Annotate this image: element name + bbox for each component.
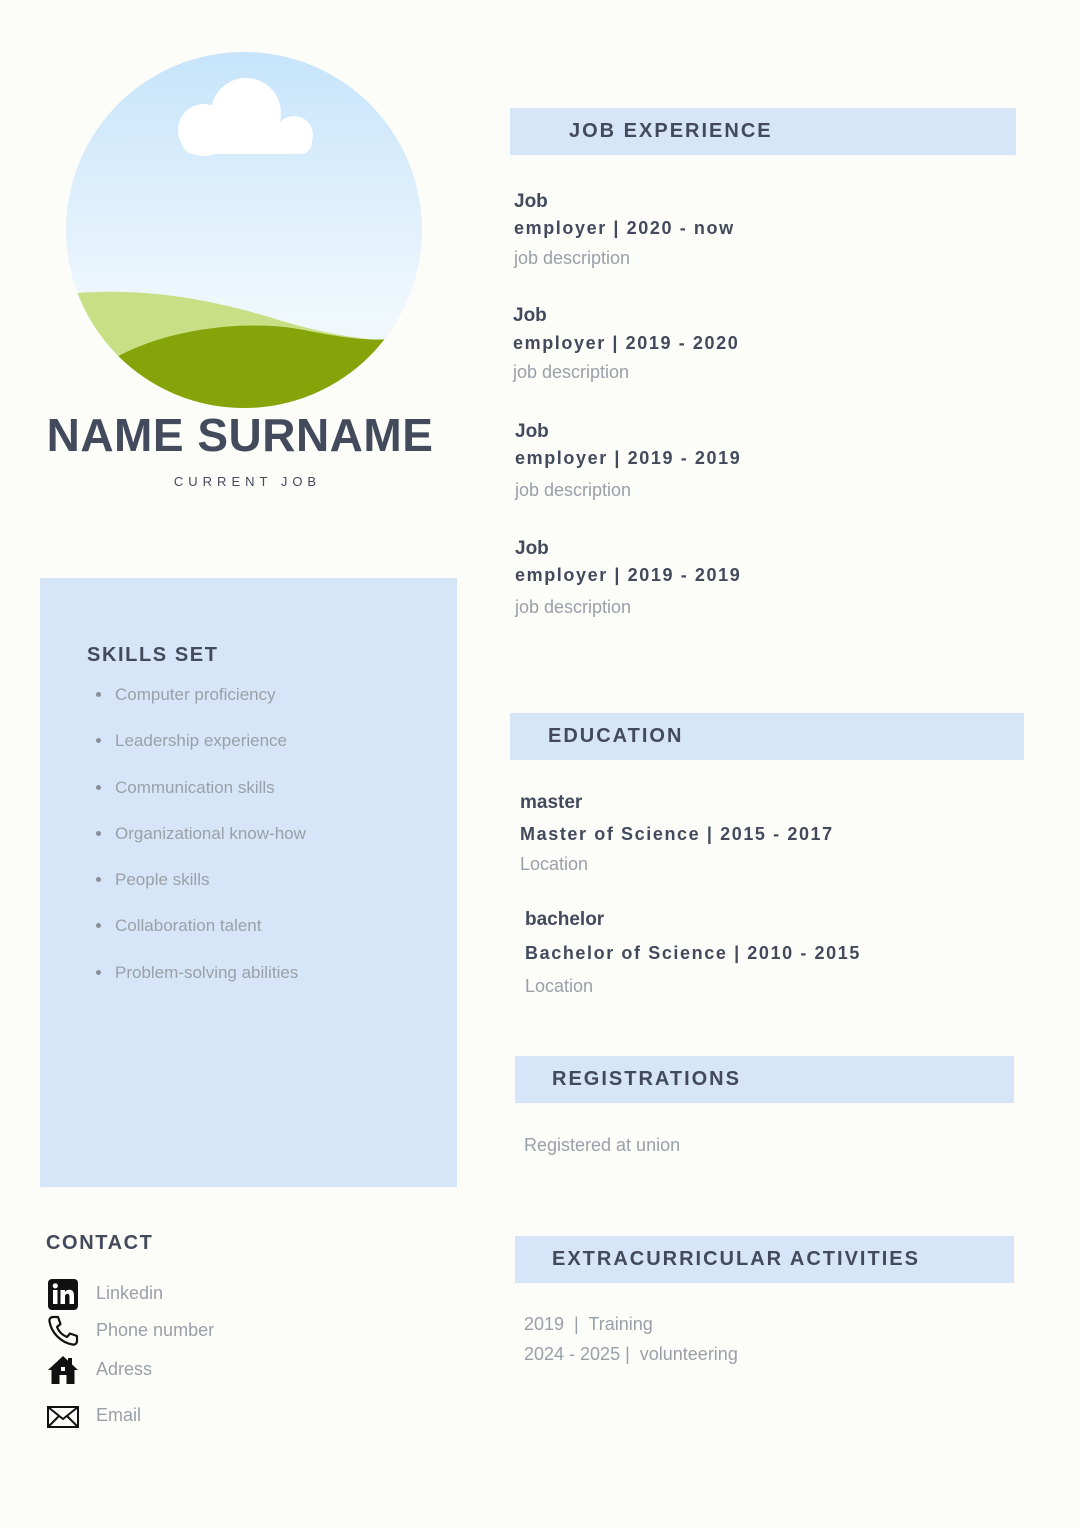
degree-location: Location [525, 976, 594, 996]
degree-location: Location [520, 854, 589, 874]
home-icon[interactable] [46, 1353, 80, 1387]
email-icon[interactable] [46, 1400, 80, 1434]
contact-email[interactable]: Email [96, 1405, 142, 1425]
degree-details: Master of Science | 2015 - 2017 [520, 824, 834, 844]
registrations-header [515, 1056, 1014, 1103]
bullet-icon [96, 877, 101, 882]
job-employer-dates: employer | 2020 - now [514, 218, 735, 238]
job-description: job description [514, 248, 631, 268]
degree-title: master [520, 792, 583, 813]
current-job-title: CURRENT JOB [173, 474, 322, 489]
extracurricular-header [515, 1236, 1014, 1283]
bullet-icon [96, 692, 101, 697]
skill-item: Leadership experience [96, 731, 287, 751]
job-title: Job [515, 421, 549, 442]
skill-item: Problem-solving abilities [96, 963, 298, 983]
education-heading: EDUCATION [548, 725, 684, 747]
job-employer-dates: employer | 2019 - 2019 [515, 448, 742, 468]
education-header [510, 713, 1024, 760]
degree-details: Bachelor of Science | 2010 - 2015 [525, 943, 861, 963]
registrations-heading: REGISTRATIONS [552, 1068, 741, 1090]
job-title: Job [515, 538, 549, 559]
activity-item: 2019 | Training [524, 1314, 653, 1334]
bullet-icon [96, 738, 101, 743]
job-title: Job [514, 191, 548, 212]
skill-item: Computer proficiency [96, 685, 276, 705]
skill-item: Collaboration talent [96, 916, 261, 936]
bullet-icon [96, 831, 101, 836]
contact-heading: CONTACT [46, 1232, 154, 1254]
skill-item: Organizational know-how [96, 824, 306, 844]
skill-item: Communication skills [96, 778, 275, 798]
degree-title: bachelor [525, 909, 605, 930]
contact-linkedin[interactable]: Linkedin [96, 1283, 164, 1303]
candidate-name: NAME SURNAME [46, 409, 434, 461]
profile-photo [64, 50, 424, 410]
extracurricular-heading: EXTRACURRICULAR ACTIVITIES [552, 1248, 920, 1270]
job-description: job description [513, 362, 630, 382]
contact-address[interactable]: Adress [96, 1359, 153, 1379]
phone-icon[interactable] [46, 1314, 80, 1348]
bullet-icon [96, 923, 101, 928]
job-experience-heading: JOB EXPERIENCE [569, 120, 773, 142]
job-employer-dates: employer | 2019 - 2020 [513, 333, 740, 353]
job-description: job description [515, 480, 632, 500]
registration-text: Registered at union [524, 1135, 681, 1155]
skills-heading: SKILLS SET [87, 644, 219, 666]
bullet-icon [96, 785, 101, 790]
job-experience-header [510, 108, 1016, 155]
job-description: job description [515, 597, 632, 617]
skill-item: People skills [96, 870, 210, 890]
activity-item: 2024 - 2025 | volunteering [524, 1344, 738, 1364]
job-employer-dates: employer | 2019 - 2019 [515, 565, 742, 585]
job-title: Job [513, 305, 547, 326]
linkedin-icon[interactable] [46, 1278, 80, 1312]
bullet-icon [96, 970, 101, 975]
contact-phone[interactable]: Phone number [96, 1320, 215, 1340]
